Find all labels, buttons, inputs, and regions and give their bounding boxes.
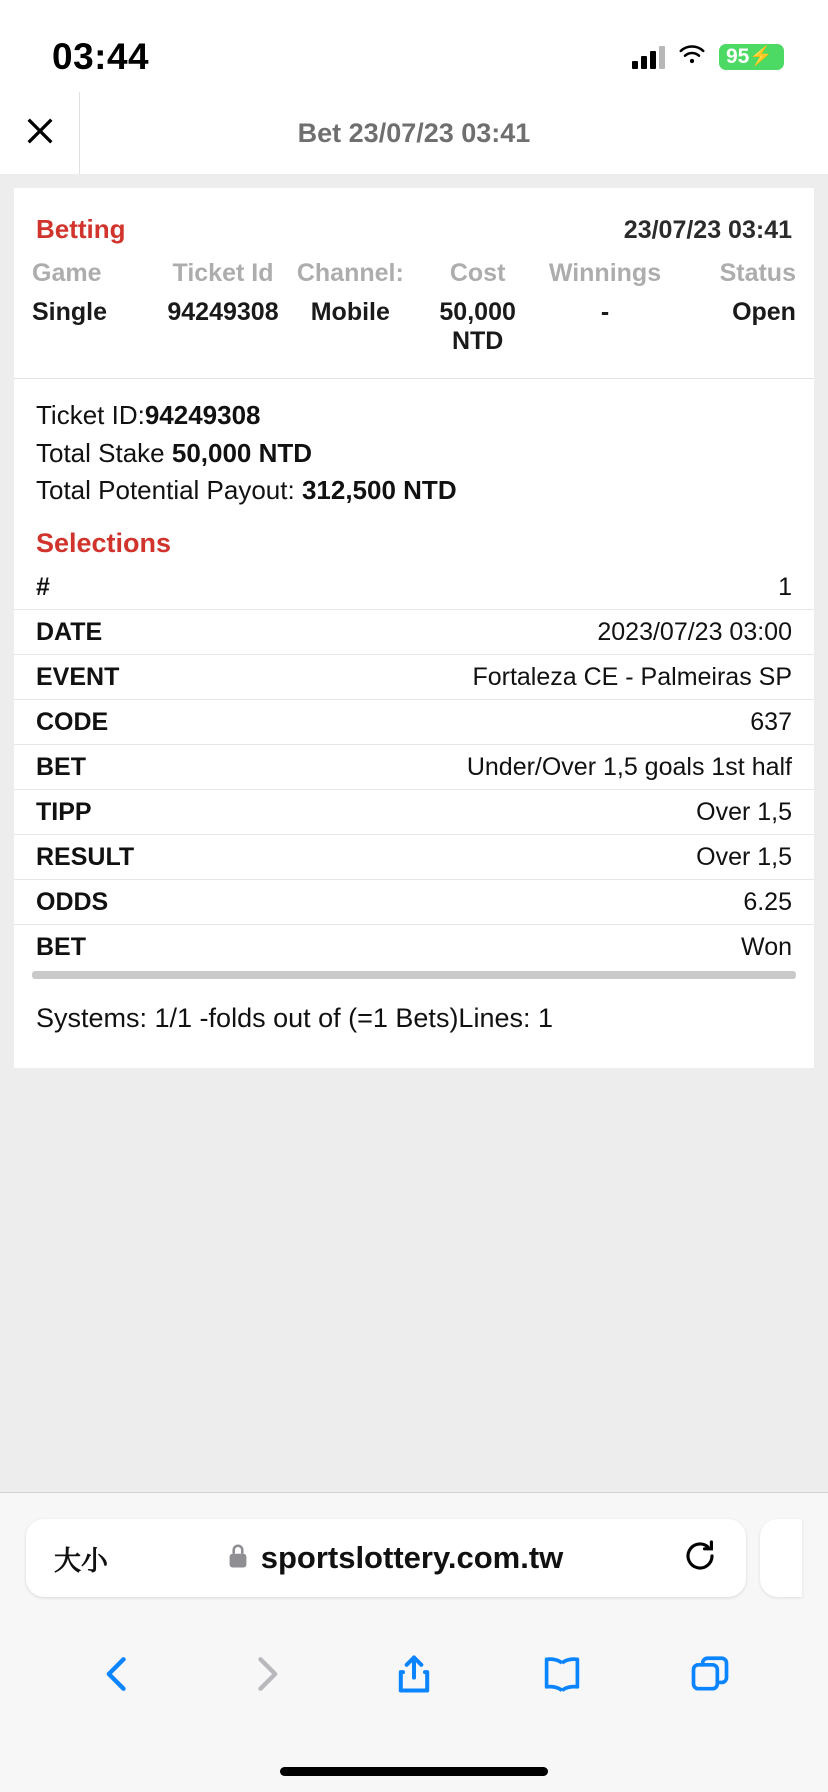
systems-summary: Systems: 1/1 -folds out of (=1 Bets)Lines: 1 (36, 1003, 553, 1034)
summary-cell (669, 259, 796, 356)
close-button[interactable] (0, 92, 80, 174)
ticket-id-value: 94249308 (144, 400, 261, 430)
table-row (14, 565, 814, 610)
table-row (14, 835, 814, 880)
row-value: Fortaleza CE - Palmeiras SP (220, 655, 814, 700)
total-stake-line (36, 435, 792, 473)
row-value: 1 (220, 565, 814, 610)
summary-key: Winnings (548, 259, 662, 287)
tabs-button[interactable] (681, 1645, 739, 1703)
total-stake-label: Total Stake (36, 437, 172, 468)
lock-icon (227, 1543, 249, 1574)
table-row (14, 880, 814, 925)
selections-heading: Selections (36, 528, 172, 559)
summary-cell (159, 259, 286, 356)
table-row (14, 655, 814, 700)
reload-icon (682, 1538, 718, 1574)
ticket-id-label: Ticket ID: (36, 400, 145, 430)
table-row (14, 745, 814, 790)
page-content (0, 174, 828, 1492)
ticket-timestamp: 23/07/23 03:41 (623, 216, 792, 244)
row-key: CODE (14, 700, 220, 745)
row-value: Over 1,5 (220, 835, 814, 880)
row-value: 2023/07/23 03:00 (220, 610, 814, 655)
selections-table (14, 565, 814, 969)
row-key: RESULT (14, 835, 220, 880)
status-bar-clock: 03:44 (52, 36, 150, 77)
summary-value: Single (32, 298, 108, 326)
browser-toolbar (0, 1597, 828, 1750)
summary-value: 50,000 NTD (439, 298, 516, 355)
summary-cell (32, 259, 159, 356)
summary-key: Channel: (296, 259, 404, 287)
potential-payout-label: Total Potential Payout: (36, 475, 302, 506)
share-icon (392, 1652, 436, 1696)
address-bar[interactable] (26, 1519, 746, 1597)
reload-button[interactable] (682, 1538, 718, 1579)
chevron-left-icon (96, 1652, 140, 1696)
cellular-signal-icon (632, 45, 665, 69)
bet-ticket-card (14, 188, 814, 1068)
row-key: BET (14, 745, 220, 790)
ticket-summary-row (14, 259, 814, 379)
forward-button[interactable] (237, 1645, 295, 1703)
row-key: # (14, 565, 220, 610)
summary-value: - (600, 298, 610, 326)
battery-percent: 95 (725, 45, 750, 68)
summary-key: Ticket Id (172, 259, 274, 287)
table-row (14, 790, 814, 835)
url-text: sportslottery.com.tw (260, 1540, 564, 1575)
table-row (14, 610, 814, 655)
book-icon (540, 1652, 584, 1696)
chevron-right-icon (244, 1652, 288, 1696)
page-title: Bet 23/07/23 03:41 (297, 117, 531, 148)
home-indicator (0, 1750, 828, 1792)
ticket-header (14, 188, 814, 259)
betting-label: Betting (36, 214, 126, 244)
table-row (14, 700, 814, 745)
status-bar-indicators (632, 43, 784, 72)
next-tab-preview[interactable] (760, 1519, 802, 1597)
summary-value: Mobile (310, 298, 390, 326)
table-row (14, 925, 814, 970)
row-value: 637 (220, 700, 814, 745)
address-bar-center[interactable] (108, 1540, 682, 1576)
back-button[interactable] (89, 1645, 147, 1703)
summary-key: Status (719, 259, 796, 287)
total-stake-value: 50,000 NTD (171, 437, 313, 468)
bookmarks-button[interactable] (533, 1645, 591, 1703)
battery-icon: 95 ⚡ (719, 44, 784, 70)
summary-key: Cost (449, 259, 506, 287)
row-key: ODDS (14, 880, 220, 925)
status-bar (0, 0, 828, 92)
browser-url-row (0, 1519, 828, 1597)
summary-cell (541, 259, 668, 356)
row-value: Over 1,5 (220, 790, 814, 835)
text-size-button[interactable]: 大小 (54, 1545, 108, 1576)
row-value: Under/Over 1,5 goals 1st half (220, 745, 814, 790)
row-key: DATE (14, 610, 220, 655)
section-divider (32, 971, 796, 979)
row-key: BET (36, 933, 86, 962)
potential-payout-line (36, 472, 792, 510)
row-value: Won (741, 933, 792, 962)
close-icon (23, 114, 57, 153)
row-value: 6.25 (220, 880, 814, 925)
summary-value: Open (732, 298, 796, 326)
summary-cell (414, 259, 541, 356)
ticket-id-line (36, 397, 792, 435)
wifi-icon (677, 43, 707, 72)
share-button[interactable] (385, 1645, 443, 1703)
tabs-icon (688, 1652, 732, 1696)
potential-payout-value: 312,500 NTD (301, 475, 457, 506)
summary-key: Game (32, 259, 102, 287)
summary-cell (287, 259, 414, 356)
ticket-details (14, 379, 814, 516)
row-key: TIPP (14, 790, 220, 835)
row-key: EVENT (14, 655, 220, 700)
page-titlebar (0, 92, 828, 174)
summary-value: 94249308 (167, 298, 279, 326)
browser-bottom-bar (0, 1492, 828, 1792)
